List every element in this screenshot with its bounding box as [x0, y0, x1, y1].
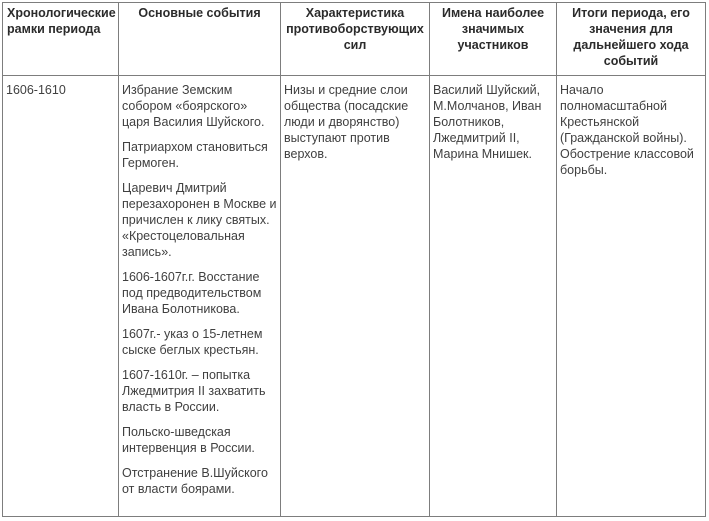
header-results: Итоги периода, его значения для дальнейшего хода событий [557, 3, 706, 76]
event-item: 1607г.- указ о 15-летнем сыске беглых крестьян. [122, 327, 263, 357]
event-item: 1606-1607г.г. Восстание под предводительством Ивана Болотникова. [122, 270, 262, 316]
cell-period: 1606-1610 [3, 76, 119, 517]
cell-participants: Василий Шуйский, М.Молчанов, Иван Болотников, Лжедмитрий II, Марина Мнишек. [430, 76, 557, 517]
header-events: Основные события [119, 3, 281, 76]
header-forces: Характеристика противоборствующих сил [281, 3, 430, 76]
event-item: Царевич Дмитрий перезахоронен в Москве и причислен к лику святых. «Крестоцеловальная запись». [122, 181, 277, 259]
header-period: Хронологические рамки периода [3, 3, 119, 76]
cell-events [119, 76, 281, 517]
header-participants: Имена наиболее значимых участников [430, 3, 557, 76]
event-item: Отстранение В.Шуйского от власти боярами. [122, 466, 268, 496]
event-item: 1607-1610г. – попытка Лжедмитрия II захватить власть в России. [122, 368, 266, 414]
cell-results: Начало полномасштабной Крестьянской (Гражданской войны). Обострение классовой борьбы. [557, 76, 706, 517]
cell-forces: Низы и средние слои общества (посадские люди и дворянство) выступают против верхов. [281, 76, 430, 517]
event-item: Польско-шведская интервенция в России. [122, 425, 255, 455]
table-row [3, 76, 706, 517]
event-item: Патриархом становиться Гермоген. [122, 140, 268, 170]
history-table [2, 2, 706, 517]
event-item: Избрание Земским собором «боярского» царя Василия Шуйского. [122, 83, 265, 129]
table-header-row [3, 3, 706, 76]
